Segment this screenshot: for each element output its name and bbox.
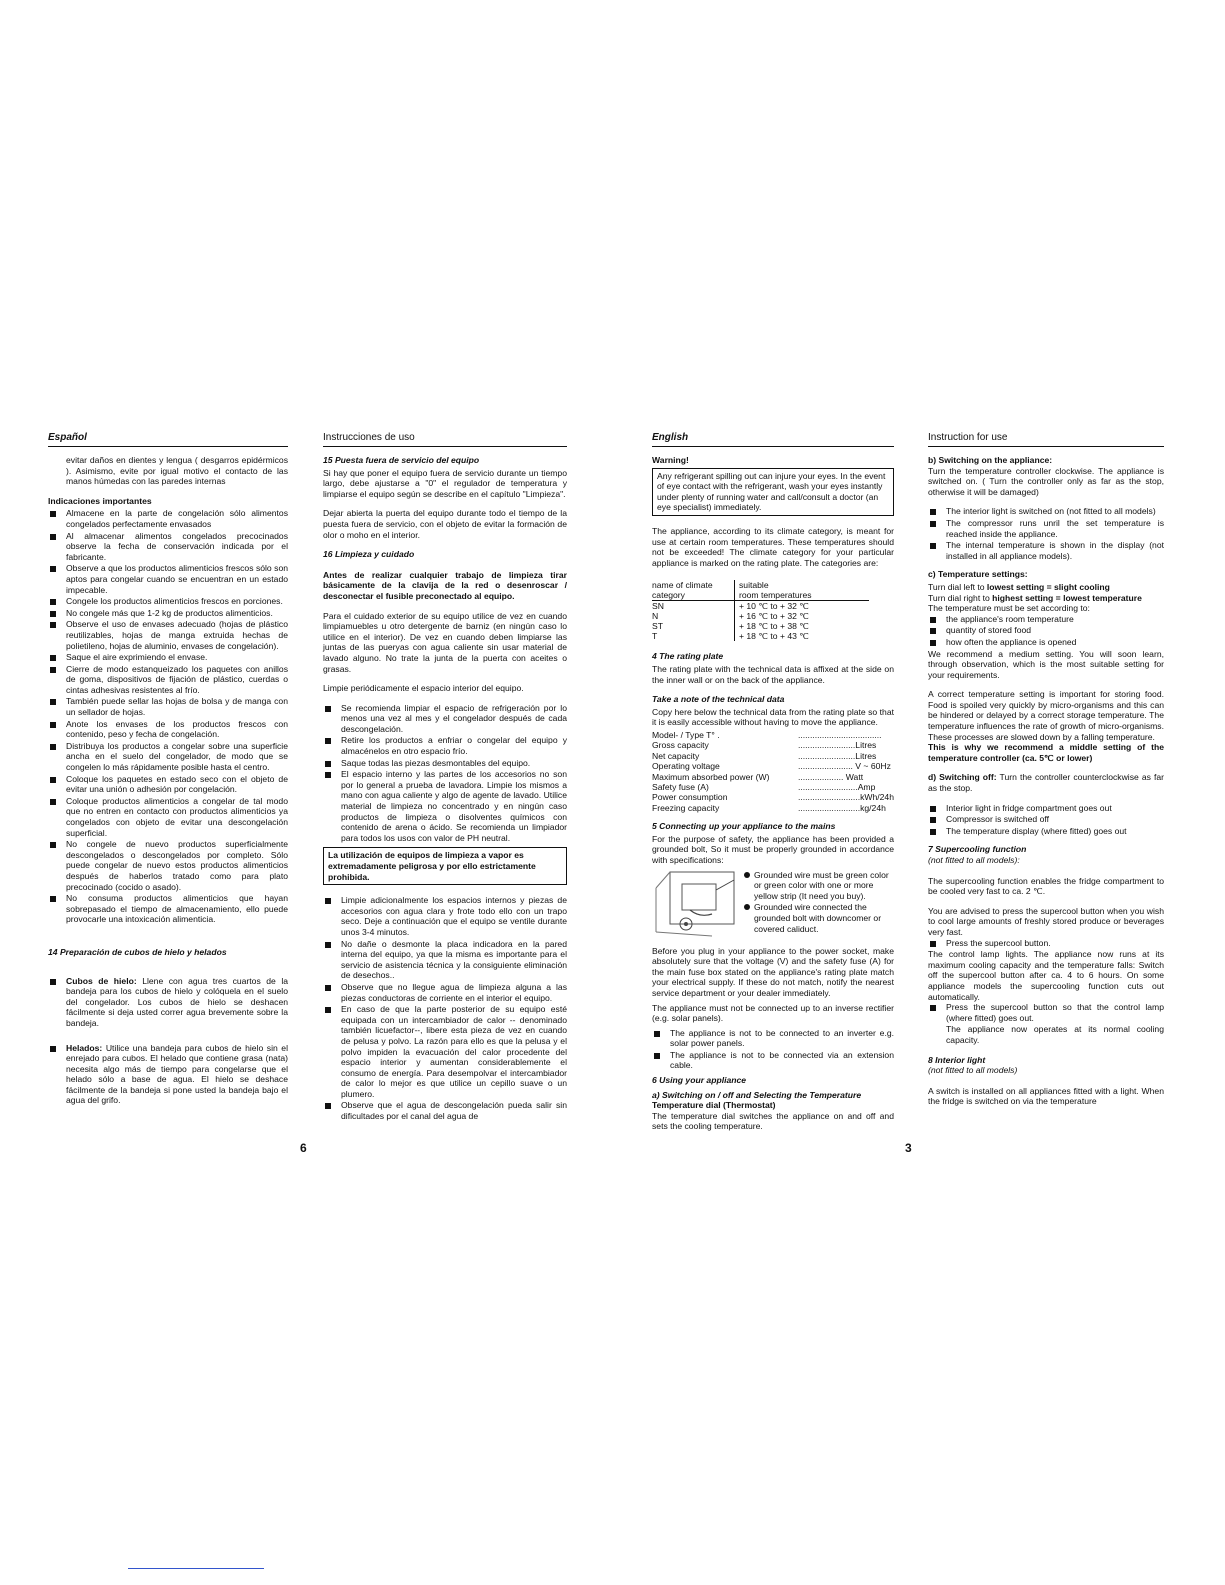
section-header: English (652, 432, 894, 447)
heading-14: 14 Preparación de cubos de hielo y helados (48, 946, 227, 957)
list-item: The appliance is not to be connected via an extension cable. (652, 1050, 894, 1071)
text: Turn dial right to (928, 592, 993, 603)
text-cubos: Llene con agua tres cuartos de la bandeja para los cubos de hielo y colóquela en el suelo del congelador. Los cubos de hielo se deshacen fácilmente si deja usted correr agua brevemente sobre la bandeja. (66, 975, 289, 1028)
paragraph: The appliance, according to its climate category, is meant for use at certain room temperatures. These temperatures should not be exceeded! The climate category for your particular appliance is marked on the rating plate. The categories are: (652, 525, 894, 568)
bullet-list-indicaciones (48, 508, 288, 925)
table-cell: Maximum absorbed power (W) (652, 771, 770, 782)
subheading-7: (not fitted to all models): (928, 855, 1020, 865)
paragraph: The control lamp lights. The appliance now runs at its maximum cooling capacity and the temperature falls: Switch off the supercool button after ca. 4 to 6 hours. On some appliance models the supercooling function cuts out automatically. (928, 949, 1164, 1002)
bullet-list-switching-off (928, 803, 1164, 837)
list-item: Observe a que los productos alimenticios frescos sólo son aptos para congelar cuando se encuentran en un estado impecable. (48, 563, 288, 595)
list-item: Grounded wire connected the grounded bolt with downcomer or covered caliduct. (744, 902, 894, 934)
list-item: No congele más que 1-2 kg de productos alimenticios. (48, 608, 288, 619)
table-cell: Gross capacity (652, 740, 709, 751)
list-item: Press the supercool button. (928, 938, 1164, 949)
column-espanol-left (48, 432, 288, 1114)
bullet-list-supercool-2 (928, 1002, 1164, 1023)
list-item: En caso de que la parte posterior de su equipo esté equipada con un intercambiador de calor -- denominado también licuefactor--, libere esta pieza de vez en cuando de pelusa y polvo. La razón para ello es que la pelusa y el polvo impiden la evacuación del calor procedente del espacio interior y aumentan considerablemente el consumo de energía. Para desempolvar el intercambiador de calor lo mejor es que utilice un cepillo suave o un plumero. (323, 1004, 567, 1099)
warning-box: Any refrigerant spilling out can injure your eyes. In the event of eye contact with the refrigerant, wash your eyes instantly under plenty of running water and call/consult a doctor (an eye specialist) immediately. (652, 468, 894, 516)
table-row (652, 772, 894, 782)
list-item: Observe que no llegue agua de limpieza alguna a las piezas conductoras de corriente en el interior el equipo. (323, 982, 567, 1003)
grounding-list (744, 870, 894, 940)
table-cell: ........................Litres (798, 750, 877, 761)
paragraph: We recommend a medium setting. You will soon learn, through observation, which is the most suitable setting for your requirements. (928, 648, 1164, 680)
column-english-right (928, 432, 1164, 1116)
table-row (652, 611, 869, 621)
paragraph: Turn the temperature controller clockwise. The appliance is switched on. ( Turn the controller only as far as the stop, otherwise it will be damaged) (928, 465, 1164, 497)
list-item: El espacio interno y las partes de los accesorios no son por lo general a prueba de lavadora. Limpie los mismos a mano con agua caliente y algo de agente de lavado. Utilice material de limpieza no concentrado y en ningún caso productos de limpieza o disolventes químicos con contenido de arena o ácido. Se recomienda un limpiador para todos los usos con valor de PH neutral. (323, 769, 567, 843)
list-item: No congele de nuevo productos superficialmente descongelados o descongelados por completo. Sólo puede congelar de nuevo estos productos alimenticios después de haberlos tratado como para plato precocinado (cocido o asado). (48, 839, 288, 892)
list-item: Saque todas las piezas desmontables del equipo. (323, 758, 567, 769)
heading-note: Take a note of the technical data (652, 694, 785, 705)
heading-6a: a) Switching on / off and Selecting the Temperature (652, 1089, 862, 1100)
table-cell: ..........................kWh/24h (798, 792, 894, 803)
table-cell: ....................... V ~ 60Hz (798, 761, 891, 772)
list-item: Interior light in fridge compartment goes out (928, 803, 1164, 814)
table-cell: + 10 ℃ to + 32 ℃ (735, 601, 870, 612)
list-item: The appliance is not to be connected to an inverter e.g. solar power panels. (652, 1028, 894, 1049)
paragraph: Para el cuidado exterior de su equipo utilice de vez en cuando limpiamuebles u otro detergente de barniz (en ningún caso lo utilice en el interior). De vez en cuando deben limpiarse las juntas de las pueryas con agua caliente sin usar material de lavado alguno. No trate la junta de la puerta con aceites o grasas. (323, 610, 567, 674)
table-cell: + 18 ℃ to + 38 ℃ (735, 621, 870, 631)
bullet-list-hielo (48, 976, 288, 1107)
table-row (652, 730, 894, 740)
paragraph: A switch is installed on all appliances fitted with a light. When the fridge is switched on via the temperature (928, 1085, 1164, 1107)
list-item-helados (48, 1043, 288, 1107)
setting-line-left (928, 582, 1164, 593)
label-cubos: Cubos de hielo: (66, 975, 137, 986)
table-header: room temperatures (735, 590, 870, 601)
heading-15: 15 Puesta fuera de servicio del equipo (323, 455, 480, 465)
paragraph: The temperature dial switches the appliance on and off and sets the cooling temperature. (652, 1110, 894, 1132)
list-item: Coloque productos alimenticios a congelar de tal modo que no entren en contacto con productos alimenticios ya congelados con objeto de evitar una descongelación superficial. (48, 796, 288, 838)
bullet-list-inverter (652, 1028, 894, 1071)
table-cell: .........................Amp (798, 781, 876, 792)
text: Turn the controller counterclockwise as far as the stop. (928, 772, 1164, 794)
paragraph: The appliance must not be connected up to an inverse rectifier (e.g. solar panels). (652, 1002, 894, 1024)
footer-link-line (128, 1568, 264, 1569)
paragraph: Limpie periódicamente el espacio interior del equipo. (323, 683, 524, 694)
bullet-list-limpieza (323, 703, 567, 844)
paragraph: You are advised to press the supercool button when you wish to cool large amounts of freshly stored produce or beverages very fast. (928, 905, 1164, 937)
text-bold: lowest setting = slight cooling (986, 581, 1110, 592)
list-item: No dañe o desmonte la placa indicadora en la pared interna del equipo, ya que la misma es importante para el servicio de asistencia técnica y la consiguiente eliminación de desechos.. (323, 939, 567, 981)
heading-7: 7 Supercooling function (928, 844, 1027, 855)
technical-data-table (652, 730, 894, 813)
bullet-list-supercool-1 (928, 938, 1164, 949)
list-item: Coloque los paquetes en estado seco con el objeto de evitar una unión o adhesión por congelación. (48, 774, 288, 795)
bullet-list-switching-on (928, 506, 1164, 561)
table-row (652, 621, 869, 631)
list-item: Anote los envases de los productos frescos con contenido, peso y fecha de congelación. (48, 719, 288, 740)
table-cell: + 16 ℃ to + 32 ℃ (735, 611, 870, 621)
list-item: The temperature display (where fitted) goes out (928, 826, 1164, 837)
list-item: Saque el aire exprimiendo el envase. (48, 652, 288, 663)
table-row (652, 631, 869, 641)
setting-line-note: The temperature must be set according to: (928, 603, 1090, 614)
list-item: Congele los productos alimenticios frescos en porciones. (48, 596, 288, 607)
heading-6: 6 Using your appliance (652, 1075, 747, 1086)
table-cell: SN (652, 601, 664, 612)
table-header: suitable (735, 580, 870, 590)
heading-d: d) Switching off: (928, 772, 997, 783)
bullet-list-settings (928, 614, 1164, 648)
paragraph-bold: Antes de realizar cualquier trabajo de limpieza tirar básicamente de la clavija de la red o desenroscar / desconectar el fusible preconectado al equipo. (323, 569, 567, 601)
table-row (652, 740, 894, 750)
text: Turn dial left to (928, 581, 987, 592)
heading-6a-thermostat: Temperature dial (Thermostat) (652, 1100, 776, 1111)
section-header: Instrucciones de uso (323, 432, 567, 447)
list-item: how often the appliance is opened (928, 637, 1164, 648)
list-item: Retire los productos a enfriar o congelar del equipo y almacénelos en otro espacio frío. (323, 735, 567, 756)
paragraph: The rating plate with the technical data is affixed at the side on the inner wall or on the back of the appliance. (652, 663, 894, 685)
table-cell: Power consumption (652, 792, 728, 803)
list-item: Limpie adicionalmente los espacios internos y piezas de accesorios con agua clara y frote todo ello con un trapo seco. Deje a continuación que el equipo se ventile durante unos 3-4 minutos. (323, 895, 567, 937)
table-cell: ST (652, 621, 663, 632)
grounding-diagram-illustration (652, 870, 738, 940)
list-item: The compressor runs unril the set temperature is reached inside the appliance. (928, 518, 1164, 539)
list-item: Cierre de modo estanqueizado los paquetes con anillos de goma, dispositivos de fijación de plástico, cuerdas o cintas adhesivas resistentes al frío. (48, 664, 288, 696)
list-item: Compressor is switched off (928, 814, 1164, 825)
heading-16: 16 Limpieza y cuidado (323, 549, 415, 560)
subheading-8: (not fitted to all models) (928, 1065, 1018, 1076)
text-bold: highest setting = lowest temperature (992, 592, 1142, 603)
list-item: Al almacenar alimentos congelados precocinados observe la fecha de conservación indicada por el fabricante. (48, 531, 288, 563)
label-helados: Helados: (66, 1042, 103, 1053)
section-header: Instruction for use (928, 432, 1164, 447)
list-item: The internal temperature is shown in the display (not installed in all appliance models). (928, 540, 1164, 561)
table-cell: Operating voltage (652, 761, 720, 772)
table-cell: Freezing capacity (652, 802, 720, 813)
list-item: Almacene en la parte de congelación sólo alimentos congelados perfectamente envasados (48, 508, 288, 529)
warning-box: La utilización de equipos de limpieza a vapor es extremadamente peligrosa y por ello estrictamente prohibida. (323, 847, 567, 885)
paragraph-bold: This is why we recommend a middle setting of the temperature controller (ca. 5℃ or lower) (928, 742, 1164, 763)
table-row (652, 761, 894, 771)
grounding-figure (652, 870, 894, 940)
table-row (652, 792, 894, 802)
list-item: Se recomienda limpiar el espacio de refrigeración por lo menos una vez al mes y el congelador después de cada descongelación. (323, 703, 567, 735)
heading-4: 4 The rating plate (652, 651, 724, 662)
list-item: quantity of stored food (928, 625, 1164, 636)
list-item: Observe el uso de envases adecuado (hojas de plástico reutilizables, hojas de manga extruida hechas de polietileno, hojas de aluminio, envases de congelación). (48, 619, 288, 651)
table-row (652, 782, 894, 792)
paragraph: Copy here below the technical data from the rating plate so that it is easily accessible without having to move the appliance. (652, 706, 894, 728)
list-item: Press the supercool button so that the control lamp (where fitted) goes out. (928, 1002, 1164, 1023)
text-helados: Utilice una bandeja para cubos de hielo sin el enrejado para cubos. El helado que contiene grasa (nata) necesita algo más de tiempo para congelarse que el helado sólo a base de agua. El hielo se deshace fácilmente de la bandeja si pone usted la bandeja bajo el agua del grifo. (66, 1042, 288, 1106)
table-row (652, 803, 894, 813)
warning-title: Warning! (652, 455, 689, 465)
column-english-left (652, 432, 894, 1141)
paragraph: Dejar abierta la puerta del equipo durante todo el tiempo de la puesta fuera de servicio, con el objeto de evitar la formación de olor o moho en el interior. (323, 508, 567, 540)
table-cell: ........................Litres (798, 740, 877, 751)
table-cell: Safety fuse (A) (652, 781, 709, 792)
page-number-left: 6 (300, 1141, 307, 1155)
list-item: the appliance's room temperature (928, 614, 1164, 625)
heading-c: c) Temperature settings: (928, 569, 1028, 580)
paragraph: For the purpose of safety, the appliance has been provided a grounded bolt, So it must be properly grounded in accordance with specifications: (652, 833, 894, 865)
page-number-right: 3 (905, 1141, 912, 1155)
table-cell: ................................... (798, 729, 882, 740)
table-cell: + 18 ℃ to + 43 ℃ (735, 631, 870, 641)
table-cell: Net capacity (652, 750, 700, 761)
column-espanol-right (323, 432, 567, 1130)
setting-line-right (928, 593, 1164, 604)
heading-indicaciones: Indicaciones importantes (48, 495, 152, 506)
paragraph: Before you plug in your appliance to the power socket, make absolutely sure that the voltage (V) and the safety fuse (A) for the main fuse box stated on the appliance's rating plate match your electrical supply. If these do not match, notify the nearest service department or your dealer immediately. (652, 945, 894, 998)
table-cell: T (652, 631, 658, 642)
table-header: name of climate (652, 580, 713, 591)
list-item: Distribuya los productos a congelar sobre una superficie ancha en el suelo del congelador, de modo que se congelen lo más rápidamente posible hasta el centro. (48, 741, 288, 773)
list-item: Observe que el agua de descongelación pueda salir sin dificultades por el canal del agua de (323, 1100, 567, 1121)
table-row (652, 751, 894, 761)
heading-b: b) Switching on the appliance: (928, 455, 1053, 465)
paragraph: A correct temperature setting is important for storing food. Food is spoiled very quickly by micro-organisms and this can be hindered or delayed by a correct storage temperature. The temperature influences the rate of growth of micro-organisms. These processes are slowed down by a falling temperature. (928, 689, 1164, 742)
table-cell: ................... Watt (798, 771, 864, 782)
heading-8: 8 Interior light (928, 1054, 986, 1065)
paragraph: The supercooling function enables the fridge compartment to be cooled very fast to ca. 2 ℃. (928, 875, 1164, 897)
table-row (652, 601, 869, 612)
table-cell: Model- / Type T° . (652, 729, 720, 740)
paragraph: Si hay que poner el equipo fuera de servicio durante un tiempo largo, debe ajustarse a "0" el regulador de temperatura y limpiarse el equipo según se describe en el capítulo "Limpieza". (323, 467, 567, 499)
table-cell: N (652, 611, 659, 622)
list-item: No consuma productos alimenticios que hayan sobrepasado el tiempo de almacenamiento, ello puede provocarle una intoxicación alimenticia. (48, 893, 288, 925)
list-item: Grounded wire must be green color or green color with one or more yellow strip (It need you buy). (744, 870, 894, 902)
list-item: También puede sellar las hojas de bolsa y de manga con un sellador de hojas. (48, 696, 288, 717)
paragraph: The appliance now operates at its normal cooling capacity. (946, 1024, 1164, 1045)
table-header: category (652, 590, 735, 601)
paragraph: evitar daños en dientes y lengua ( desgarros epidérmicos ). Asimismo, evite por igual motivo el contacto de las manos húmedas con las paredes internas (66, 455, 288, 487)
climate-table (652, 580, 869, 641)
section-header: Español (48, 432, 288, 447)
heading-5: 5 Connecting up your appliance to the mains (652, 821, 836, 832)
list-item: The interior light is switched on (not fitted to all models) (928, 506, 1164, 517)
bullet-list-limpieza-2 (323, 895, 567, 1121)
list-item-cubos (48, 976, 288, 1029)
table-cell: ..........................kg/24h (798, 802, 886, 813)
paragraph-switching-off (928, 772, 1164, 793)
